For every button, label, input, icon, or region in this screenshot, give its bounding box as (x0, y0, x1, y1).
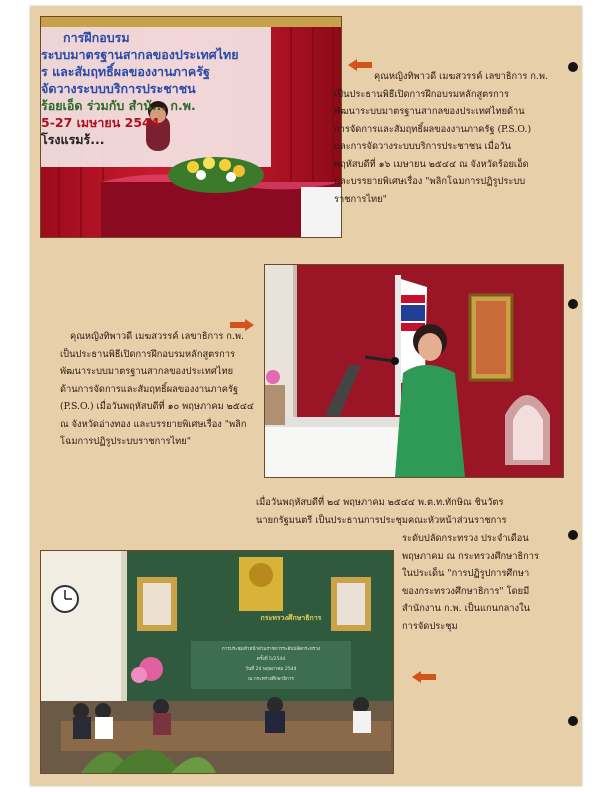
caption-line: (P.S.O.) เมื่อวันพฤหัสบดีที่ ๑๐ พฤษภาคม ๒๕๔๔ (60, 401, 254, 412)
banner-line: ร และสัมฤทธิ์ผลของงานภาครัฐ (41, 64, 210, 79)
caption-line: การจัดประชุม (402, 620, 458, 632)
caption-line: คุณหญิงทิพาวดี เมฆสวรรค์ เลขาธิการ ก.พ. (70, 331, 244, 342)
caption-line: นายกรัฐมนตรี เป็นประธานการประชุมคณะหัวหน้าส่วนราชการ (256, 514, 507, 526)
banner-line: จัดวางระบบบริการประชาชน (41, 81, 196, 96)
caption-line: ณ จังหวัดอ่างทอง และบรรยายพิเศษเรื่อง "พลิก (60, 418, 247, 430)
banner-line: ระบบมาตรฐานสากลของประเทศไทย (41, 47, 239, 62)
caption-line: เป็นประธานพิธีเปิดการฝึกอบรมหลักสูตรการ (334, 88, 510, 100)
caption-section3 (402, 530, 568, 635)
photo-opening-ceremony-roiet (40, 16, 342, 238)
banner-line: โรงแรมร้... (41, 132, 105, 147)
podium-scene (265, 265, 563, 477)
binder-hole (568, 530, 578, 540)
arrow-left-icon (412, 671, 436, 683)
caption-line: ระดับปลัดกระทรวง ประจำเดือน (402, 533, 529, 544)
caption-line: ของกระทรวงศึกษาธิการ" โดยมี (402, 585, 530, 597)
screen-line: ณ กระทรวงศึกษาธิการ (248, 677, 294, 682)
caption-line: เมื่อวันพฤหัสบดีที่ ๒๔ พฤษภาคม ๒๕๔๔ พ.ต.ท.ทักษิณ ชินวัตร (256, 497, 504, 508)
caption-section2 (60, 328, 260, 451)
screen-line: การประชุมหัวหน้าส่วนราชการระดับปลัดกระทรวง (221, 647, 321, 652)
caption-line: และบรรยายพิเศษเรื่อง "พลิกโฉมการปฏิรูประบบ (334, 176, 526, 187)
caption-line: ในประเด็น "การปฏิรูปการศึกษา (402, 568, 530, 579)
caption-section1 (334, 68, 570, 208)
banner-line: การฝึกอบรม (63, 30, 130, 45)
caption-section3-lead (256, 494, 570, 529)
album-page (30, 6, 582, 786)
screen-line: ครั้งที่ 5/2544 (256, 657, 286, 662)
caption-line: คุณหญิงทิพาวดี เมฆสวรรค์ เลขาธิการ ก.พ. (374, 71, 548, 82)
caption-line: และการจัดวางระบบบริการประชาชน เมื่อวัน (334, 141, 512, 152)
photo-opening-ceremony-angthong (264, 264, 564, 478)
caption-line: ด้านการจัดการและสัมฤทธิ์ผลของงานภาครัฐ (60, 383, 239, 395)
photo-ministers-meeting (40, 550, 394, 774)
caption-line: เป็นประธานพิธีเปิดการฝึกอบรมหลักสูตรการ (60, 348, 236, 360)
screen-line: วันที่ 24 พฤษภาคม 2544 (245, 667, 297, 672)
binder-hole (568, 299, 578, 309)
caption-line: พัฒนาระบบมาตรฐานสากลของประเทศไทย (60, 366, 234, 377)
banner-line: 5-27 เมษายน 2544 (41, 115, 160, 130)
screen-text (191, 645, 351, 685)
caption-line: พัฒนาระบบมาตรฐานสากลของประเทศไทยด้าน (334, 106, 525, 117)
caption-line: พฤหัสบดีที่ ๑๖ เมษายน ๒๕๔๔ ณ จังหวัดร้อยเอ็ด (334, 158, 529, 170)
caption-line: พฤษภาคม ณ กระทรวงศึกษาธิการ (402, 550, 540, 562)
caption-line: โฉมการปฏิรูประบบราชการไทย" (60, 436, 192, 447)
caption-line: การจัดการและสัมฤทธิ์ผลของงานภาครัฐ (P.S.O.) (334, 123, 532, 135)
caption-line: สำนักงาน ก.พ. เป็นแกนกลางใน (402, 603, 530, 614)
caption-line: ราชการไทย" (334, 193, 387, 205)
room-sign: กระทรวงศึกษาธิการ (260, 614, 322, 622)
banner-line: ร้อยเอ็ด ร่วมกับ สำนั... ก.พ. (41, 98, 196, 113)
binder-hole (568, 716, 578, 726)
